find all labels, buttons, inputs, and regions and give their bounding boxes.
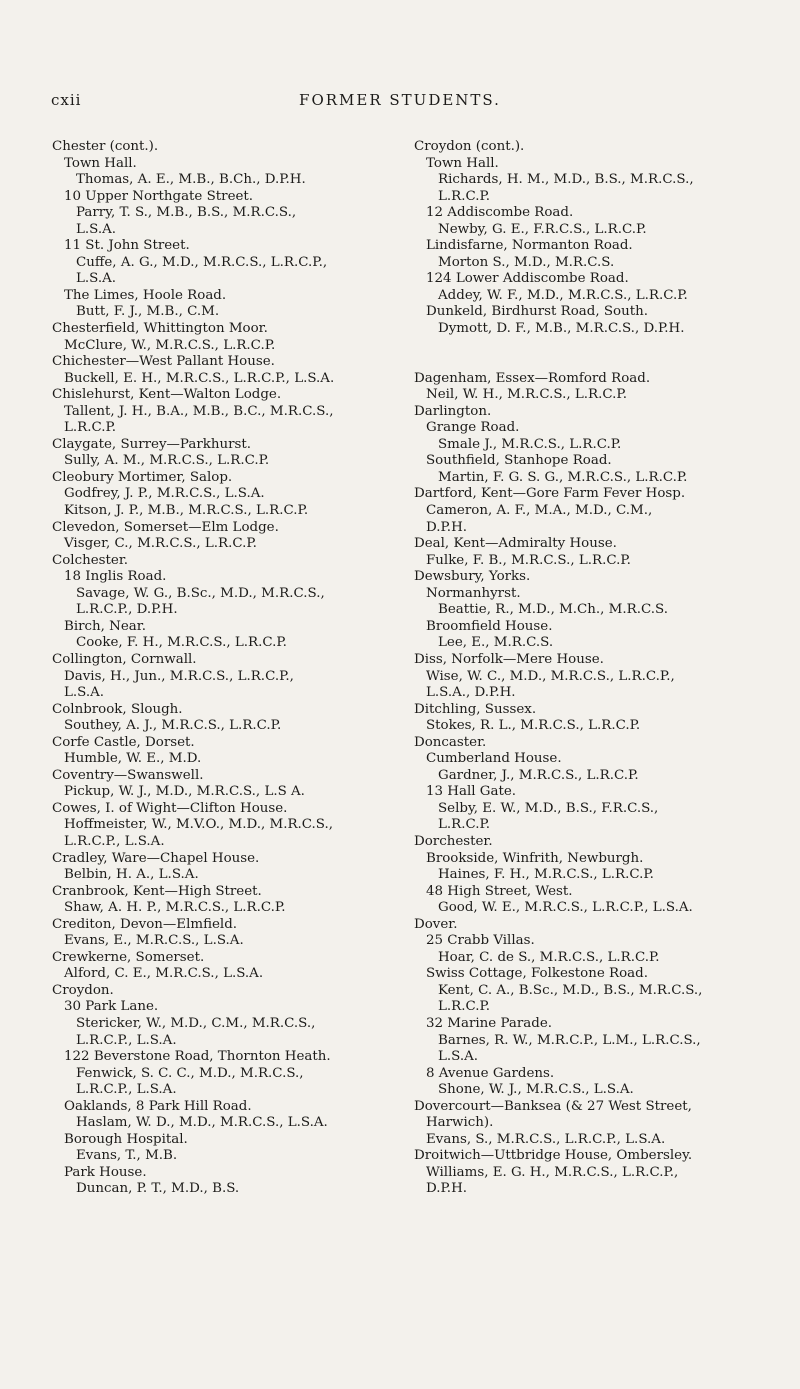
entry-line: Pickup, W. J., M.D., M.R.C.S., L.S A. bbox=[64, 784, 305, 800]
entry-line: Wise, W. C., M.D., M.R.C.S., L.R.C.P., bbox=[426, 668, 675, 684]
entry-line: Borough Hospital. bbox=[64, 1131, 188, 1147]
entry-detail: Good, W. E., M.R.C.S., L.R.C.P., L.S.A. bbox=[438, 900, 693, 916]
entry-line: Kitson, J. P., M.B., M.R.C.S., L.R.C.P. bbox=[64, 503, 309, 519]
entry-line: Evans, S., M.R.C.S., L.R.C.P., L.S.A. bbox=[426, 1131, 666, 1147]
entry-line: Lindisfarne, Normanton Road. bbox=[426, 238, 633, 254]
entry-line: Godfrey, J. P., M.R.C.S., L.S.A. bbox=[64, 486, 265, 502]
entry-line: Stokes, R. L., M.R.C.S., L.R.C.P. bbox=[426, 718, 641, 734]
entry-detail: Beattie, R., M.D., M.Ch., M.R.C.S. bbox=[438, 602, 668, 618]
place-heading: Chester (cont.). bbox=[52, 139, 159, 154]
place-heading: Deal, Kent—Admiralty House. bbox=[414, 536, 617, 552]
entry-detail: L.S.A. bbox=[76, 271, 117, 287]
entry-detail: L.R.C.P., L.S.A. bbox=[76, 1082, 177, 1098]
entry-line: D.P.H. bbox=[426, 1181, 468, 1197]
entry-detail: L.R.C.P., D.P.H. bbox=[76, 602, 178, 618]
entry-detail: Barnes, R. W., M.R.C.P., L.M., L.R.C.S., bbox=[438, 1032, 701, 1048]
entry-line: 32 Marine Parade. bbox=[426, 1015, 553, 1031]
entry-line: Belbin, H. A., L.S.A. bbox=[64, 867, 199, 883]
place-heading: Droitwich—Uttbridge House, Ombersley. bbox=[414, 1148, 693, 1164]
place-heading: Colchester. bbox=[52, 552, 129, 568]
entry-detail: Stericker, W., M.D., C.M., M.R.C.S., bbox=[76, 1015, 316, 1031]
place-heading: Dorchester. bbox=[414, 833, 493, 849]
place-heading: Dartford, Kent—Gore Farm Fever Hosp. bbox=[414, 486, 686, 502]
entry-line: Williams, E. G. H., M.R.C.S., L.R.C.P., bbox=[426, 1164, 679, 1180]
entry-line: The Limes, Hoole Road. bbox=[64, 287, 227, 303]
entry-detail: L.R.C.P. bbox=[438, 188, 491, 204]
entry-line: Town Hall. bbox=[426, 155, 499, 171]
entry-detail: Newby, G. E., F.R.C.S., L.R.C.P. bbox=[438, 221, 647, 237]
place-heading: Dovercourt—Banksea (& 27 West Street, bbox=[414, 1098, 692, 1114]
entry-line: Buckell, E. H., M.R.C.S., L.R.C.P., L.S.A. bbox=[64, 370, 335, 386]
entry-detail: Savage, W. G., B.Sc., M.D., M.R.C.S., bbox=[76, 585, 325, 601]
entry-line: 48 High Street, West. bbox=[426, 883, 573, 899]
entry-line: 11 St. John Street. bbox=[64, 238, 190, 254]
entry-line: Broomfield House. bbox=[426, 618, 553, 634]
place-heading: Chislehurst, Kent—Walton Lodge. bbox=[52, 387, 282, 403]
place-heading: Collington, Cornwall. bbox=[52, 651, 197, 667]
entry-detail: Haines, F. H., M.R.C.S., L.R.C.P. bbox=[438, 867, 654, 883]
place-heading: Chesterfield, Whittington Moor. bbox=[52, 321, 268, 337]
place-heading: Doncaster. bbox=[414, 734, 487, 750]
entry-line: Fulke, F. B., M.R.C.S., L.R.C.P. bbox=[426, 552, 631, 568]
blank-line bbox=[414, 354, 764, 371]
entry-line: L.S.A., D.P.H. bbox=[426, 685, 516, 701]
entry-line: 13 Hall Gate. bbox=[426, 784, 517, 800]
entry-line: 122 Beverstone Road, Thornton Heath. bbox=[64, 1049, 331, 1065]
entry-detail: Evans, T., M.B. bbox=[76, 1148, 178, 1164]
entry-line: Dunkeld, Birdhurst Road, South. bbox=[426, 304, 648, 320]
place-heading: Dover. bbox=[414, 916, 458, 932]
entry-line: Evans, E., M.R.C.S., L.S.A. bbox=[64, 933, 244, 949]
entry-detail: L.S.A. bbox=[438, 1049, 479, 1065]
entry-line: 124 Lower Addiscombe Road. bbox=[426, 271, 629, 287]
entry-detail: Dymott, D. F., M.B., M.R.C.S., D.P.H. bbox=[438, 321, 685, 337]
entry-line: Harwich). bbox=[426, 1115, 494, 1131]
left-column bbox=[52, 139, 397, 1198]
page-number: cxii bbox=[51, 91, 82, 109]
entry-line: Town Hall. bbox=[64, 155, 137, 171]
place-heading: Corfe Castle, Dorset. bbox=[52, 734, 195, 750]
place-heading: Dewsbury, Yorks. bbox=[414, 569, 531, 585]
right-column bbox=[414, 139, 764, 1198]
entry-line: Grange Road. bbox=[426, 420, 520, 436]
entry-line: Sully, A. M., M.R.C.S., L.R.C.P. bbox=[64, 453, 270, 469]
entry-line: Neil, W. H., M.R.C.S., L.R.C.P. bbox=[426, 387, 627, 403]
entry-line: 25 Crabb Villas. bbox=[426, 933, 535, 949]
entry-detail: Lee, E., M.R.C.S. bbox=[438, 635, 554, 651]
place-heading: Darlington. bbox=[414, 403, 492, 419]
entry-line: Swiss Cottage, Folkestone Road. bbox=[426, 966, 648, 982]
entry-detail: Parry, T. S., M.B., B.S., M.R.C.S., bbox=[76, 205, 297, 221]
entry-line: L.S.A. bbox=[64, 685, 105, 701]
entry-detail: Fenwick, S. C. C., M.D., M.R.C.S., bbox=[76, 1065, 304, 1081]
entry-detail: L.R.C.P. bbox=[438, 817, 491, 833]
place-heading: Croydon (cont.). bbox=[414, 139, 525, 154]
place-heading: Ditchling, Sussex. bbox=[414, 701, 537, 717]
place-heading: Crediton, Devon—Elmfield. bbox=[52, 916, 238, 932]
entry-line: 18 Inglis Road. bbox=[64, 569, 167, 585]
entry-line: 30 Park Lane. bbox=[64, 999, 159, 1015]
entry-line: Oaklands, 8 Park Hill Road. bbox=[64, 1098, 252, 1114]
place-heading: Clevedon, Somerset—Elm Lodge. bbox=[52, 519, 279, 535]
blank-line bbox=[414, 338, 764, 355]
entry-detail: Gardner, J., M.R.C.S., L.R.C.P. bbox=[438, 767, 639, 783]
entry-line: Alford, C. E., M.R.C.S., L.S.A. bbox=[64, 966, 264, 982]
entry-detail: Morton S., M.D., M.R.C.S. bbox=[438, 254, 615, 270]
place-heading: Cranbrook, Kent—High Street. bbox=[52, 883, 262, 899]
entry-detail: Duncan, P. T., M.D., B.S. bbox=[76, 1181, 240, 1197]
entry-line: Humble, W. E., M.D. bbox=[64, 751, 202, 767]
entry-line: L.R.C.P., L.S.A. bbox=[64, 833, 165, 849]
entry-detail: Richards, H. M., M.D., B.S., M.R.C.S., bbox=[438, 172, 694, 188]
place-heading: Colnbrook, Slough. bbox=[52, 701, 183, 717]
entry-detail: Martin, F. G. S. G., M.R.C.S., L.R.C.P. bbox=[438, 469, 688, 485]
entry-line: Southfield, Stanhope Road. bbox=[426, 453, 612, 469]
entry-detail: Haslam, W. D., M.D., M.R.C.S., L.S.A. bbox=[76, 1115, 328, 1131]
entry-detail: Addey, W. F., M.D., M.R.C.S., L.R.C.P. bbox=[438, 287, 688, 303]
place-heading: Crewkerne, Somerset. bbox=[52, 949, 205, 965]
entry-line: Tallent, J. H., B.A., M.B., B.C., M.R.C.S., bbox=[64, 403, 334, 419]
entry-line: 12 Addiscombe Road. bbox=[426, 205, 574, 221]
place-heading: Claygate, Surrey—Parkhurst. bbox=[52, 436, 251, 452]
place-heading: Croydon. bbox=[52, 982, 114, 998]
entry-detail: Cuffe, A. G., M.D., M.R.C.S., L.R.C.P., bbox=[76, 254, 328, 270]
entry-detail: Butt, F. J., M.B., C.M. bbox=[76, 304, 220, 320]
place-heading: Chichester—West Pallant House. bbox=[52, 354, 275, 370]
entry-detail: L.R.C.P., L.S.A. bbox=[76, 1032, 177, 1048]
place-heading: Cowes, I. of Wight—Clifton House. bbox=[52, 800, 288, 816]
running-title: FORMER STUDENTS. bbox=[299, 91, 501, 109]
place-heading: Cleobury Mortimer, Salop. bbox=[52, 469, 233, 485]
place-heading: Coventry—Swanswell. bbox=[52, 767, 204, 783]
entry-line: Park House. bbox=[64, 1164, 147, 1180]
entry-line: Cumberland House. bbox=[426, 751, 562, 767]
entry-line: Normanhyrst. bbox=[426, 585, 521, 601]
entry-detail: Hoar, C. de S., M.R.C.S., L.R.C.P. bbox=[438, 949, 660, 965]
entry-line: McClure, W., M.R.C.S., L.R.C.P. bbox=[64, 337, 276, 353]
entry-detail: L.R.C.P. bbox=[438, 999, 491, 1015]
entry-detail: Thomas, A. E., M.B., B.Ch., D.P.H. bbox=[76, 172, 306, 188]
entry-line: L.R.C.P. bbox=[64, 420, 117, 436]
entry-detail: Shone, W. J., M.R.C.S., L.S.A. bbox=[438, 1082, 634, 1098]
entry-line: Southey, A. J., M.R.C.S., L.R.C.P. bbox=[64, 718, 282, 734]
place-heading: Cradley, Ware—Chapel House. bbox=[52, 850, 260, 866]
entry-detail: Kent, C. A., B.Sc., M.D., B.S., M.R.C.S., bbox=[438, 982, 703, 998]
entry-line: Brookside, Winfrith, Newburgh. bbox=[426, 850, 644, 866]
entry-line: Visger, C., M.R.C.S., L.R.C.P. bbox=[64, 536, 257, 552]
entry-line: Davis, H., Jun., M.R.C.S., L.R.C.P., bbox=[64, 668, 294, 684]
entry-line: Hoffmeister, W., M.V.O., M.D., M.R.C.S., bbox=[64, 817, 334, 833]
entry-detail: Selby, E. W., M.D., B.S., F.R.C.S., bbox=[438, 800, 659, 816]
entry-line: Cameron, A. F., M.A., M.D., C.M., bbox=[426, 503, 653, 519]
entry-detail: Cooke, F. H., M.R.C.S., L.R.C.P. bbox=[76, 635, 287, 651]
entry-detail: Smale J., M.R.C.S., L.R.C.P. bbox=[438, 436, 622, 452]
entry-line: Shaw, A. H. P., M.R.C.S., L.R.C.P. bbox=[64, 900, 286, 916]
place-heading: Diss, Norfolk—Mere House. bbox=[414, 651, 604, 667]
entry-line: 8 Avenue Gardens. bbox=[426, 1065, 555, 1081]
entry-detail: L.S.A. bbox=[76, 221, 117, 237]
place-heading: Dagenham, Essex—Romford Road. bbox=[414, 370, 651, 386]
entry-line: D.P.H. bbox=[426, 519, 468, 535]
entry-line: Birch, Near. bbox=[64, 618, 146, 634]
entry-line: 10 Upper Northgate Street. bbox=[64, 188, 254, 204]
